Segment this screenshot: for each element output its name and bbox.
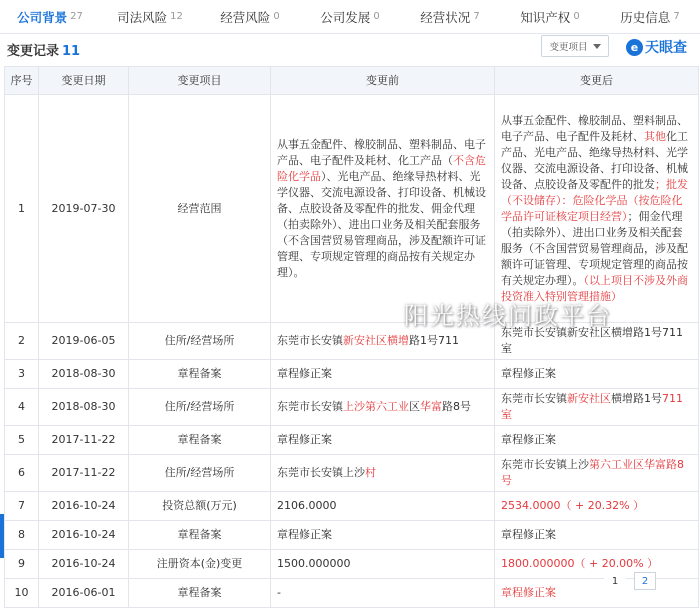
tab-label: 公司发展 <box>320 9 371 25</box>
text-segment: 章程修正案 <box>277 528 332 541</box>
cell-after <box>495 492 699 521</box>
tab-company-development[interactable] <box>300 0 400 33</box>
text-segment: - <box>277 586 281 599</box>
table-row <box>5 455 699 492</box>
tab-company-background[interactable] <box>0 0 100 33</box>
tab-count: 27 <box>70 11 83 22</box>
cell-before <box>271 95 495 323</box>
table-row <box>5 389 699 426</box>
brand-logo <box>626 37 687 57</box>
cell-after <box>495 550 699 579</box>
text-segment: 东莞市长安镇新安社区横增路1号711室 <box>501 326 683 355</box>
cell-before <box>271 389 495 426</box>
text-segment: 章程修正案 <box>501 433 556 446</box>
text-segment: 从事五金配件、橡胶制品、塑料制品、电子产品、电子配件及耗材、化工产品（ <box>277 137 486 167</box>
cell-date: 2016-10-24 <box>39 521 129 550</box>
header-date: 变更日期 <box>39 67 129 95</box>
cell-after <box>495 521 699 550</box>
tab-judicial-risk[interactable] <box>100 0 200 33</box>
header-item: 变更项目 <box>129 67 271 95</box>
cell-before <box>271 323 495 360</box>
cell-item: 住所/经营场所 <box>129 455 271 492</box>
tab-operation-status[interactable] <box>400 0 500 33</box>
table-row <box>5 550 699 579</box>
text-segment: 章程修正案 <box>501 528 556 541</box>
cell-index: 7 <box>5 492 39 521</box>
table-row <box>5 323 699 360</box>
cell-index: 9 <box>5 550 39 579</box>
text-segment: 2106.0000 <box>277 499 337 512</box>
tab-operation-risk[interactable] <box>200 0 300 33</box>
text-segment: 横增路1号 <box>611 392 662 405</box>
cell-date: 2017-11-22 <box>39 426 129 455</box>
text-segment: 1500.000000 <box>277 557 351 570</box>
tab-label: 公司背景 <box>17 9 68 25</box>
tab-count: 0 <box>373 11 380 22</box>
cell-before <box>271 550 495 579</box>
text-segment: 从事五金配件、橡胶制品、塑料制品、电子产品、电子配件及耗材、 <box>501 113 688 143</box>
cell-date: 2019-07-30 <box>39 95 129 323</box>
page-2-button[interactable]: 2 <box>634 572 656 590</box>
cell-item: 注册资本(金)变更 <box>129 550 271 579</box>
cell-before <box>271 426 495 455</box>
cell-date: 2016-10-24 <box>39 550 129 579</box>
text-segment: 区 <box>409 400 420 413</box>
changed-text: 不含危险化学品 <box>277 153 486 183</box>
tab-label: 历史信息 <box>620 9 671 25</box>
text-segment: 化工产品、光电产品、绝缘导热材料、光学仪器、交流电源设备、打印设备、机械设备、点胶设备及零配件的批发 <box>501 129 688 191</box>
section-title: 变更记录 11 <box>7 44 81 59</box>
cell-item: 章程备案 <box>129 521 271 550</box>
filter-label: 变更项目 <box>549 42 588 53</box>
table-row <box>5 492 699 521</box>
cell-after <box>495 360 699 389</box>
change-record-table <box>4 66 699 608</box>
tab-history[interactable] <box>600 0 700 33</box>
table-row <box>5 521 699 550</box>
changed-text: 其他 <box>644 129 666 143</box>
cell-item: 章程备案 <box>129 360 271 389</box>
header-after: 变更后 <box>495 67 699 95</box>
table-row <box>5 579 699 608</box>
cell-index: 8 <box>5 521 39 550</box>
section-header <box>0 34 700 64</box>
table-row <box>5 360 699 389</box>
cell-index: 3 <box>5 360 39 389</box>
cell-date: 2017-11-22 <box>39 455 129 492</box>
cell-item: 住所/经营场所 <box>129 389 271 426</box>
cell-before <box>271 579 495 608</box>
tab-count: 7 <box>473 11 480 22</box>
changed-text: 村 <box>365 466 376 479</box>
text-segment: ）、光电产品、绝缘导热材料、光学仪器、交流电源设备、打印设备、机械设备、点胶设备及零配件的批发、佣金代理（拍卖除外）、进出口业务及相关配套服务（不含国营贸易管理商品，涉及配额许可证管理、专项规定管理的商品按有关规定办理）。 <box>277 169 486 279</box>
changed-text: 章程修正案 <box>501 586 556 599</box>
brand-name: 天眼查 <box>645 40 687 56</box>
tab-label: 司法风险 <box>117 9 168 25</box>
cell-before <box>271 492 495 521</box>
tab-count: 12 <box>170 11 183 22</box>
brand-e-icon: e <box>626 39 643 56</box>
cell-index: 5 <box>5 426 39 455</box>
changed-text: 2534.0000（ + 20.32% ） <box>501 499 645 512</box>
cell-date: 2018-08-30 <box>39 389 129 426</box>
cell-after <box>495 389 699 426</box>
header-index: 序号 <box>5 67 39 95</box>
tab-count: 0 <box>573 11 580 22</box>
tab-label: 经营状况 <box>420 9 471 25</box>
cell-after <box>495 95 699 323</box>
cell-index: 6 <box>5 455 39 492</box>
changed-text: 新安社区横增 <box>343 334 409 347</box>
text-segment: 章程修正案 <box>277 433 332 446</box>
cell-after <box>495 579 699 608</box>
changed-text: 711室 <box>501 392 683 421</box>
text-segment: 路8号 <box>442 400 471 413</box>
cell-after <box>495 426 699 455</box>
cell-date: 2016-06-01 <box>39 579 129 608</box>
top-tab-bar <box>0 0 700 34</box>
table-row <box>5 426 699 455</box>
changed-text: 新安社区 <box>567 392 611 405</box>
changed-text: 华富 <box>420 400 442 413</box>
cell-item: 经营范围 <box>129 95 271 323</box>
cell-index: 10 <box>5 579 39 608</box>
text-segment: 章程修正案 <box>277 367 332 380</box>
cell-item: 章程备案 <box>129 426 271 455</box>
cell-item: 章程备案 <box>129 579 271 608</box>
text-segment: ；佣金代理（拍卖除外）、进出口业务及相关配套服务（不含国营贸易管理商品，涉及配额许可证管理、专项规定管理的商品按有关规定办理）。 <box>501 209 688 287</box>
changed-text: 上沙第六工业 <box>343 400 409 413</box>
text-segment: 东莞市长安镇上沙 <box>277 466 365 479</box>
table-row <box>5 95 699 323</box>
changed-text: 第六工业区华富路8号 <box>501 458 684 487</box>
cell-date: 2019-06-05 <box>39 323 129 360</box>
cell-index: 1 <box>5 95 39 323</box>
header-before: 变更前 <box>271 67 495 95</box>
changed-text: （以上项目不涉及外商投资准入特别管理措施） <box>501 273 688 303</box>
cell-date: 2018-08-30 <box>39 360 129 389</box>
side-feedback-tab[interactable] <box>0 514 4 558</box>
caret-down-icon <box>593 44 601 49</box>
tab-label: 经营风险 <box>220 9 271 25</box>
text-segment: 章程修正案 <box>501 367 556 380</box>
cell-item: 住所/经营场所 <box>129 323 271 360</box>
cell-before <box>271 360 495 389</box>
text-segment: 路1号711 <box>409 334 459 347</box>
tab-count: 0 <box>273 11 280 22</box>
cell-index: 2 <box>5 323 39 360</box>
record-count: 11 <box>62 44 81 59</box>
watermark-text: 阳光热线问政平台 <box>404 302 612 330</box>
cell-after <box>495 323 699 360</box>
text-segment: 东莞市长安镇 <box>277 334 343 347</box>
cell-date: 2016-10-24 <box>39 492 129 521</box>
changed-text: 1800.000000（ + 20.00% ） <box>501 557 659 570</box>
cell-after <box>495 455 699 492</box>
cell-item: 投资总额(万元) <box>129 492 271 521</box>
cell-before <box>271 455 495 492</box>
tab-count: 7 <box>673 11 680 22</box>
text-segment: 东莞市长安镇 <box>277 400 343 413</box>
pagination <box>604 572 656 590</box>
changed-text: ；批发（不设储存）：危险化学品（按危险化学品许可证核定项目经营） <box>501 177 688 223</box>
change-item-filter-dropdown[interactable] <box>541 35 609 57</box>
page-1-button[interactable]: 1 <box>604 572 626 590</box>
table-header-row <box>5 67 699 95</box>
text-segment: 东莞市长安镇上沙 <box>501 458 589 471</box>
cell-before <box>271 521 495 550</box>
text-segment: 东莞市长安镇 <box>501 392 567 405</box>
tab-label: 知识产权 <box>520 9 571 25</box>
tab-intellectual-property[interactable] <box>500 0 600 33</box>
cell-index: 4 <box>5 389 39 426</box>
